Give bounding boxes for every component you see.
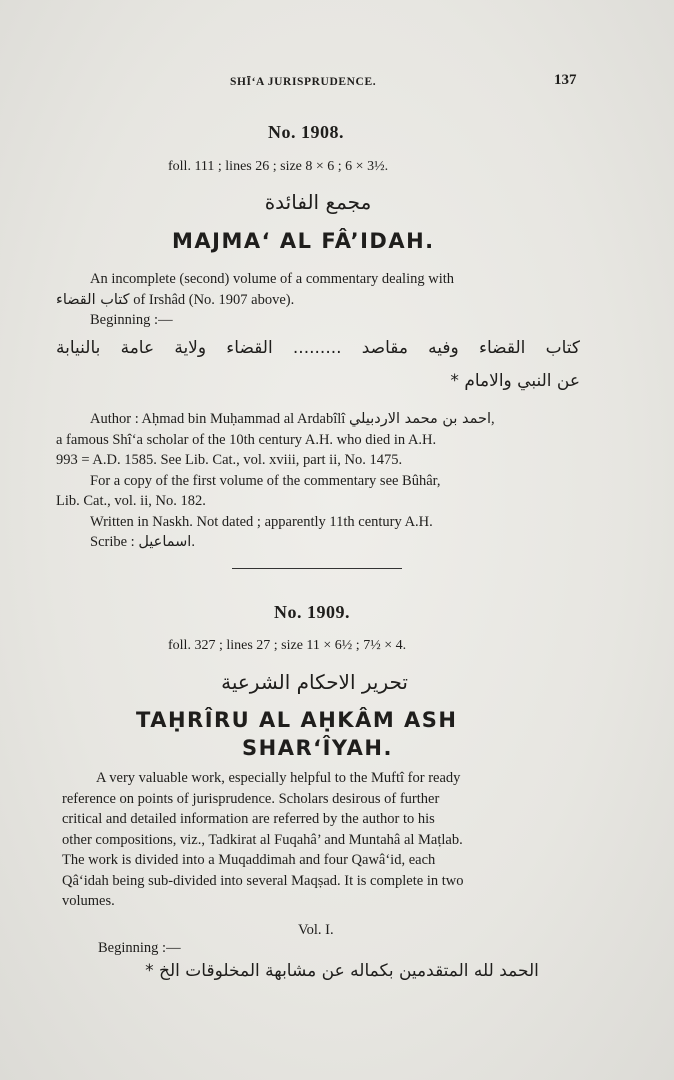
author-line-1: Author : Aḥmad bin Muḥammad al Ardabîlî احمد بن محمد الاردبيلي, xyxy=(90,411,495,427)
arabic-title-1908: مجمع الفائدة xyxy=(264,190,372,214)
foll-info-1908: foll. 111 ; lines 26 ; size 8 × 6 ; 6 × 3½. xyxy=(168,159,389,174)
title-1908: MAJMA‘ AL FÂ’IDAH. xyxy=(172,229,435,253)
author-arabic: احمد بن محمد الاردبيلي xyxy=(348,411,492,427)
desc-1909-line: reference on points of jurisprudence. Scholars desirous of further xyxy=(62,790,440,807)
desc-1909-line: critical and detailed information are referred by the author to his xyxy=(62,811,435,827)
arabic-title-1909: تحرير الاحكام الشرعية xyxy=(221,670,408,694)
entry-number-1908: No. 1908. xyxy=(268,122,344,142)
scribe-arabic: اسماعيل xyxy=(138,534,192,550)
desc-line-1: An incomplete (second) volume of a commentary dealing with xyxy=(90,271,455,287)
section-divider xyxy=(232,568,402,569)
beginning-arabic-1909: الحمد لله المتقدمين بكماله عن مشابهة المخلوقات الخ * xyxy=(145,961,539,981)
beginning-arabic-line-1: كتاب القضاء وفيه مقاصد ......... القضاء ولاية عامة بالنيابة xyxy=(56,338,580,358)
scribe-label: Scribe : xyxy=(90,534,135,550)
desc-1909-line: other compositions, viz., Tadkirat al Fuqahâ’ and Muntahâ al Maṭlab. xyxy=(62,831,463,848)
copy-line-1: For a copy of the first volume of the commentary see Bûhâr, xyxy=(90,472,441,489)
page-number: 137 xyxy=(554,72,577,88)
foll-info-1909: foll. 327 ; lines 27 ; size 11 × 6½ ; 7½ × 4. xyxy=(168,638,407,653)
author-text: Author : Aḥmad bin Muḥammad al Ardabîlî xyxy=(90,411,346,427)
beginning-label-1909: Beginning :— xyxy=(98,940,181,956)
title-1909-line-2: SHAR‘ÎYAH. xyxy=(242,736,393,760)
entry-number-1909: No. 1909. xyxy=(274,602,350,622)
copy-line-2: Lib. Cat., vol. ii, No. 182. xyxy=(56,493,206,509)
running-head: SHĪ‘A JURISPRUDENCE. xyxy=(230,76,377,88)
author-line-2: a famous Shî‘a scholar of the 10th century A.H. who died in A.H. xyxy=(56,431,437,448)
desc-1909-line: A very valuable work, especially helpful to the Muftî for ready xyxy=(96,770,461,786)
desc-1909-line: The work is divided into a Muqaddimah and four Qawâ‘id, each xyxy=(62,852,436,868)
author-block-1908 xyxy=(56,409,584,553)
description-1909 xyxy=(62,768,584,912)
desc-1909-line: volumes. xyxy=(62,893,115,909)
arabic-term: كتاب القضاء xyxy=(56,291,130,308)
title-1909-line-1: TAḤRÎRU AL AḤKÂM ASH xyxy=(136,708,458,732)
beginning-label-1908: Beginning :— xyxy=(90,312,173,328)
beginning-arabic-line-2: عن النبي والامام * xyxy=(450,371,580,391)
scribe-line: Scribe : اسماعيل. xyxy=(90,534,195,550)
author-line-3: 993 = A.D. 1585. See Lib. Cat., vol. xviii, part ii, No. 1475. xyxy=(56,452,403,468)
volume-label: Vol. I. xyxy=(298,922,334,938)
written-line: Written in Naskh. Not dated ; apparently 11th century A.H. xyxy=(90,513,433,530)
desc-line-2-text: of Irshâd (No. 1907 above). xyxy=(129,291,295,308)
description-1908 xyxy=(56,269,584,331)
desc-1909-line: Qâ‘idah being sub-divided into several Maqṣad. It is complete in two xyxy=(62,872,464,889)
desc-line-2 xyxy=(56,290,584,311)
